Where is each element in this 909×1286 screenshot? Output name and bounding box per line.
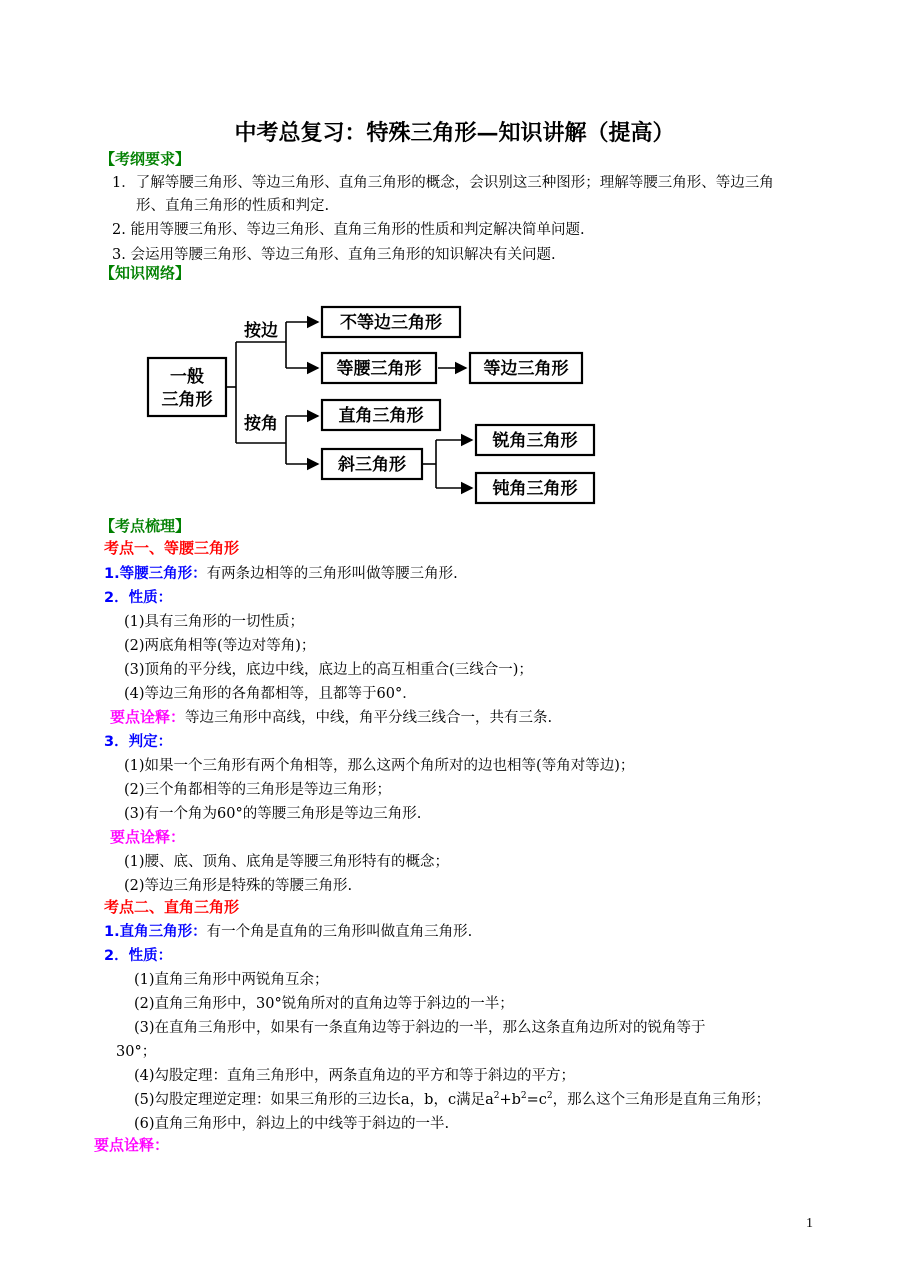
obtuse-label: 钝角三角形: [492, 479, 578, 499]
sec1-prop-4: (4)等边三角形的各角都相等，且都等于60°．: [124, 686, 417, 702]
sec1-judge-1: (1)如果一个三角形有两个角相等，那么这两个角所对的边也相等(等角对等边)；: [124, 758, 635, 774]
sec2-prop-4: (4)勾股定理：直角三角形中，两条直角边的平方和等于斜边的平方；: [134, 1068, 576, 1084]
sec1-definition: [104, 562, 458, 583]
sec1-prop-1: (1)具有三角形的一切性质；: [124, 614, 305, 630]
by-angle-label: 按角: [244, 414, 278, 434]
equilateral-label: 等边三角形: [483, 359, 569, 379]
sec2-prop-label: 2．性质：: [104, 948, 173, 964]
sec1-prop-3: (3)顶角的平分线，底边中线，底边上的高互相重合(三线合一)；: [124, 662, 533, 678]
kaogang-item-3: 3. 会运用等腰三角形、等边三角形、直角三角形的知识解决有关问题.: [112, 247, 556, 263]
root-label-1: 一般: [170, 367, 204, 387]
sec2-note-label: 要点诠释：: [94, 1136, 170, 1154]
kaogang-item-1-cont: 形、直角三角形的性质和判定.: [136, 198, 330, 214]
page-number: 1: [806, 1216, 813, 1231]
sec2-prop-6: (6)直角三角形中，斜边上的中线等于斜边的一半.: [134, 1116, 450, 1132]
oblique-label: 斜三角形: [338, 455, 406, 475]
page-title: 中考总复习：特殊三角形—知识讲解（提高）: [234, 120, 675, 146]
sec1-def-label: 1.等腰三角形：: [104, 566, 207, 582]
sec2-prop-5-a: (5)勾股定理逆定理：如果三角形的三边长a，b，c满足a: [134, 1092, 494, 1108]
sec1-judge-2: (2)三个角都相等的三角形是等边三角形；: [124, 782, 392, 798]
sec1-note-text: 等边三角形中高线，中线，角平分线三线合一，共有三条.: [185, 710, 553, 726]
acute-label: 锐角三角形: [492, 431, 578, 451]
sec2-prop-5-c: =c: [526, 1092, 547, 1108]
right-label: 直角三角形: [338, 406, 424, 426]
kaogang-item-2: 2. 能用等腰三角形、等边三角形、直角三角形的性质和判定解决简单问题.: [112, 222, 585, 238]
sec2-prop-3-cont: 30°；: [116, 1044, 157, 1060]
knowledge-network-diagram: [140, 296, 610, 512]
kaogang-item-1: 1．了解等腰三角形、等边三角形、直角三角形的概念，会识别这三种图形；理解等腰三角形、等边三角: [112, 175, 774, 191]
root-label-2: 三角形: [161, 390, 213, 410]
sec1-note-label: 要点诠释：: [110, 708, 186, 726]
sec2-prop-5-sup2: 2: [520, 1091, 527, 1102]
sec1-note2-label: 要点诠释：: [110, 828, 186, 846]
sec1-def-text: 有两条边相等的三角形叫做等腰三角形.: [206, 566, 458, 582]
sec2-prop-1: (1)直角三角形中两锐角互余；: [134, 972, 329, 988]
sec1-judge-label: 3．判定：: [104, 734, 173, 750]
sec2-prop-3: (3)在直角三角形中，如果有一条直角边等于斜边的一半，那么这条直角边所对的锐角等于: [134, 1020, 706, 1036]
sec2-prop-5: [134, 1088, 770, 1109]
sec1-note2-1: (1)腰、底、顶角、底角是等腰三角形特有的概念；: [124, 854, 450, 870]
sec1-note2-2: (2)等边三角形是特殊的等腰三角形.: [124, 878, 353, 894]
sec2-title: 考点二、直角三角形: [104, 898, 240, 916]
kaodian-heading: 【考点梳理】: [100, 517, 191, 535]
network-heading: 【知识网络】: [100, 264, 191, 282]
sec2-prop-2: (2)直角三角形中，30°锐角所对的直角边等于斜边的一半；: [134, 996, 514, 1012]
sec2-prop-5-b: +b: [499, 1092, 521, 1108]
sec1-prop-label: 2．性质：: [104, 590, 173, 606]
sec1-title: 考点一、等腰三角形: [104, 539, 240, 557]
kaogang-heading: 【考纲要求】: [100, 150, 191, 168]
sec2-prop-5-d: ，那么这个三角形是直角三角形；: [552, 1092, 771, 1108]
sec1-prop-2: (2)两底角相等(等边对等角)；: [124, 638, 316, 654]
sec2-def-label: 1.直角三角形：: [104, 924, 207, 940]
sec2-prop-5-sup3: 2: [546, 1091, 553, 1102]
sec1-note: [110, 706, 552, 727]
sec2-prop-5-sup1: 2: [493, 1091, 500, 1102]
by-side-label: 按边: [244, 321, 278, 341]
isosceles-label: 等腰三角形: [336, 359, 422, 379]
sec1-judge-3: (3)有一个角为60°的等腰三角形是等边三角形.: [124, 806, 422, 822]
scalene-label: 不等边三角形: [340, 313, 442, 333]
sec2-definition: [104, 920, 472, 941]
sec2-def-text: 有一个角是直角的三角形叫做直角三角形.: [206, 924, 473, 940]
